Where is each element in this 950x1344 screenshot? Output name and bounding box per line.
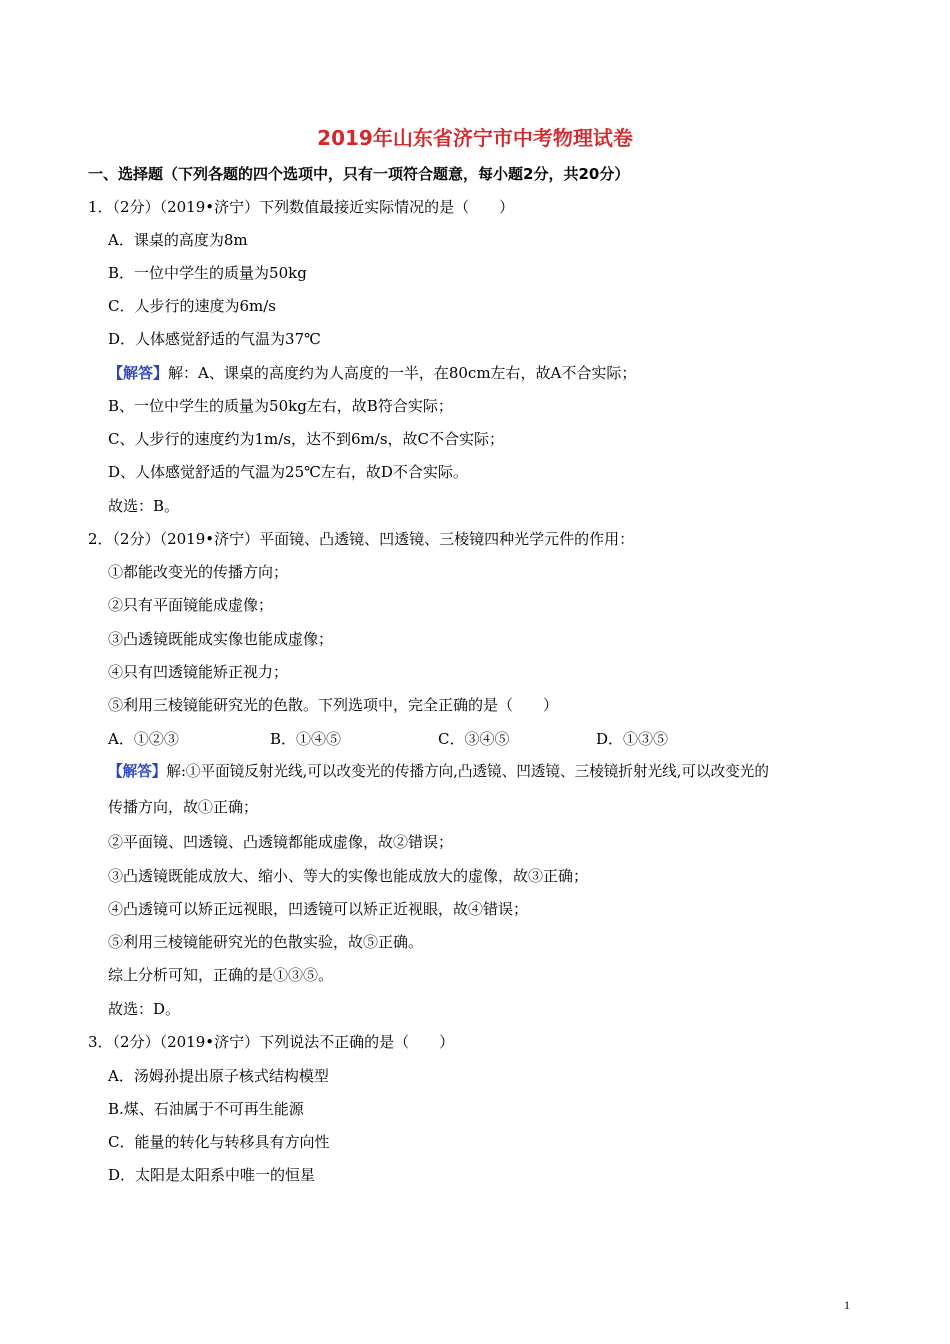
question-3-option-a: A．汤姆孙提出原子核式结构模型 (108, 1067, 329, 1085)
question-2-item: ②只有平面镜能成虚像； (108, 596, 274, 614)
answer-line: ⑤利用三棱镜能研究光的色散实验，故⑤正确。 (108, 933, 424, 951)
question-1-stem: 1．（2分）（2019•济宁）下列数值最接近实际情况的是（ ） (88, 198, 515, 216)
answer-line: ②平面镜、凹透镜、凸透镜都能成虚像，故②错误； (108, 833, 454, 851)
answer-line: 传播方向，故①正确； (108, 798, 259, 816)
answer-line: 故选：D。 (108, 1000, 181, 1018)
answer-line: B、一位中学生的质量为50kg左右，故B符合实际； (108, 397, 453, 415)
question-2-item: ⑤利用三棱镜能研究光的色散。下列选项中，完全正确的是（ ） (108, 696, 559, 714)
question-2-answer (108, 762, 769, 782)
answer-line: 综上分析可知，正确的是①③⑤。 (108, 966, 334, 984)
answer-line: D、人体感觉舒适的气温为25℃左右，故D不合实际。 (108, 463, 468, 481)
question-2-option-a: A．①②③ (108, 730, 179, 748)
question-2-item: ④只有凹透镜能矫正视力； (108, 663, 289, 681)
question-1-option-d: D．人体感觉舒适的气温为37℃ (108, 330, 321, 348)
question-2-item: ①都能改变光的传播方向； (108, 563, 289, 581)
question-1-option-b: B．一位中学生的质量为50kg (108, 264, 307, 282)
question-3-option-b: B.煤、石油属于不可再生能源 (108, 1100, 304, 1118)
answer-tag: 【解答】 (108, 364, 169, 382)
question-2-option-d: D．①③⑤ (596, 730, 669, 748)
answer-line: ③凸透镜既能成放大、缩小、等大的实像也能成放大的虚像，故③正确； (108, 867, 589, 885)
answer-line: C、人步行的速度约为1m/s，达不到6m/s，故C不合实际； (108, 430, 504, 448)
page-number: 1 (844, 1298, 850, 1312)
question-1-answer (108, 363, 636, 383)
question-3-stem: 3．（2分）（2019•济宁）下列说法不正确的是（ ） (88, 1033, 455, 1051)
question-3-option-d: D．太阳是太阳系中唯一的恒星 (108, 1166, 316, 1184)
answer-text: 解：A、课桌的高度约为人高度的一半，在80cm左右，故A不合实际； (168, 364, 637, 382)
section-heading: 一、选择题（下列各题的四个选项中，只有一项符合题意，每小题2分，共20分） (88, 165, 630, 183)
answer-text: 解:①平面镜反射光线,可以改变光的传播方向,凸透镜、凹透镜、三棱镜折射光线,可以改变光的 (166, 763, 769, 780)
question-3-option-c: C．能量的转化与转移具有方向性 (108, 1133, 330, 1151)
answer-line: 故选：B。 (108, 497, 180, 515)
question-2-stem: 2．（2分）（2019•济宁）平面镜、凸透镜、凹透镜、三棱镜四种光学元件的作用： (88, 530, 635, 548)
answer-tag: 【解答】 (108, 763, 167, 780)
question-1-option-c: C．人步行的速度为6m/s (108, 297, 276, 315)
question-1-option-a: A．课桌的高度为8m (108, 231, 248, 249)
question-2-option-b: B．①④⑤ (270, 730, 342, 748)
question-2-item: ③凸透镜既能成实像也能成虚像； (108, 630, 334, 648)
answer-line: ④凸透镜可以矫正远视眼，凹透镜可以矫正近视眼，故④错误； (108, 900, 529, 918)
page-title: 2019年山东省济宁市中考物理试卷 (317, 126, 633, 150)
question-2-option-c: C．③④⑤ (438, 730, 510, 748)
